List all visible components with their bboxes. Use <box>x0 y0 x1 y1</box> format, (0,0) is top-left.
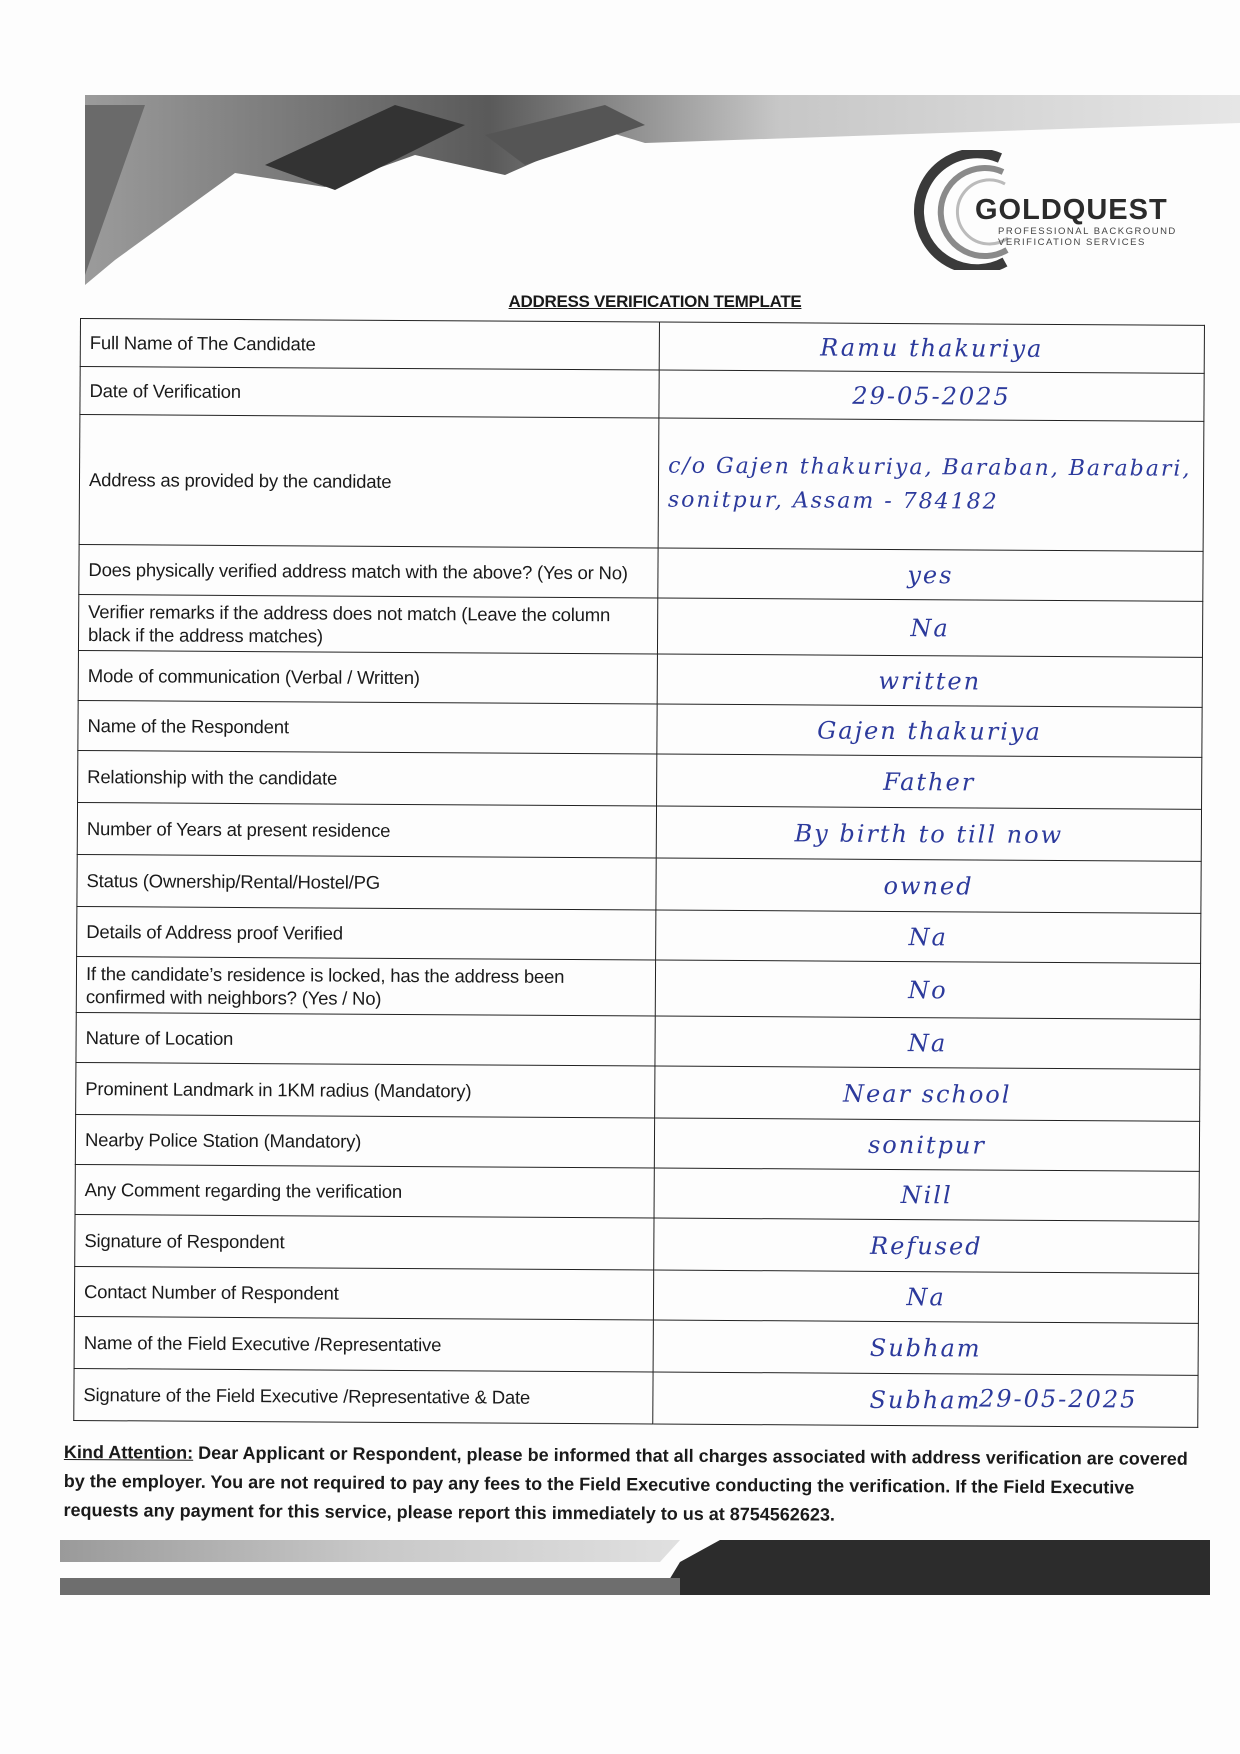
table-row <box>77 802 1201 861</box>
field-value: Na <box>653 1270 1198 1323</box>
field-label: Name of the Field Executive /Representative <box>74 1316 653 1372</box>
table-row <box>76 956 1200 1019</box>
logo-name: GOLDQUEST <box>975 194 1168 226</box>
field-value: Nill <box>654 1168 1199 1221</box>
attention-text: Dear Applicant or Respondent, please be informed that all charges associated with address verification are covered by the employer. You are not required to pay any fees to the Field Executive conducting the verification. If the Field Executive requests any payment for this service, please report this immediately to us at 8754562623. <box>63 1442 1188 1525</box>
signature-date: 29-05-2025 <box>978 1384 1138 1414</box>
field-label: Contact Number of Respondent <box>74 1266 653 1320</box>
table-row <box>78 750 1202 809</box>
field-label: Date of Verification <box>80 367 659 419</box>
table-row <box>77 854 1201 913</box>
verification-table <box>73 318 1205 1428</box>
field-label: Does physically verified address match with the above? (Yes or No) <box>79 544 658 598</box>
field-value: Gajen thakuriya <box>657 704 1202 757</box>
table-row <box>79 544 1203 601</box>
table-row <box>79 415 1204 552</box>
field-label: Verifier remarks if the address does not match (Leave the column black if the address matches) <box>78 594 657 654</box>
table-row <box>78 700 1202 757</box>
field-value: Near school <box>655 1066 1200 1121</box>
table-row <box>75 1214 1199 1273</box>
field-label: Nearby Police Station (Mandatory) <box>75 1114 654 1168</box>
executive-signature: Subham <box>869 1385 982 1415</box>
table-row <box>76 1012 1200 1069</box>
goldquest-logo <box>905 150 1195 270</box>
field-value: Ramu thakuriya <box>659 322 1204 373</box>
field-label: Status (Ownership/Rental/Hostel/PG <box>77 854 656 910</box>
field-label: Relationship with the candidate <box>78 750 657 806</box>
field-value: Na <box>656 910 1201 963</box>
attention-notice <box>63 1438 1204 1532</box>
table-row <box>75 1114 1199 1171</box>
field-label: Mode of communication (Verbal / Written) <box>78 650 657 704</box>
field-label: Full Name of The Candidate <box>80 319 659 371</box>
table-row <box>75 1164 1199 1221</box>
field-value: written <box>657 654 1202 707</box>
field-label: Address as provided by the candidate <box>79 415 659 549</box>
field-label: Signature of the Field Executive /Representative & Date <box>74 1368 653 1424</box>
field-value: Father <box>657 754 1202 809</box>
table-row <box>74 1368 1198 1427</box>
field-value: Na <box>657 598 1202 657</box>
field-label: Signature of Respondent <box>75 1214 654 1270</box>
form-title: ADDRESS VERIFICATION TEMPLATE <box>508 292 802 311</box>
field-label: Number of Years at present residence <box>77 802 656 858</box>
field-label: Name of the Respondent <box>78 700 657 754</box>
field-value: sonitpur <box>654 1118 1199 1171</box>
table-row <box>78 650 1202 707</box>
logo-subtitle: PROFESSIONAL BACKGROUND VERIFICATION SERVICES <box>998 226 1177 248</box>
field-value: Subham <box>653 1320 1198 1375</box>
field-label: Details of Address proof Verified <box>77 906 656 960</box>
field-label: Prominent Landmark in 1KM radius (Mandatory) <box>76 1062 655 1118</box>
table-row <box>74 1316 1198 1375</box>
field-label: Nature of Location <box>76 1012 655 1066</box>
field-value: 29-05-2025 <box>659 370 1204 421</box>
field-value: No <box>655 960 1200 1019</box>
field-value: owned <box>656 858 1201 913</box>
field-value <box>653 1372 1198 1427</box>
field-value: Refused <box>654 1218 1199 1273</box>
field-value: By birth to till now <box>656 806 1201 861</box>
table-row <box>77 906 1201 963</box>
field-value: yes <box>658 548 1203 601</box>
field-label: Any Comment regarding the verification <box>75 1164 654 1218</box>
table-row <box>74 1266 1198 1323</box>
table-row <box>80 367 1204 422</box>
field-value: Na <box>655 1016 1200 1069</box>
footer-graphic <box>60 1540 1210 1610</box>
field-label: If the candidate’s residence is locked, has the address been confirmed with neighbors? (Yes / No) <box>76 956 655 1016</box>
table-row <box>76 1062 1200 1121</box>
attention-label: Kind Attention: <box>63 1441 194 1463</box>
table-row <box>78 594 1202 657</box>
table-row <box>80 319 1204 374</box>
field-value: c/o Gajen thakuriya, Baraban, Barabari, sonitpur, Assam - 784182 <box>658 418 1204 551</box>
